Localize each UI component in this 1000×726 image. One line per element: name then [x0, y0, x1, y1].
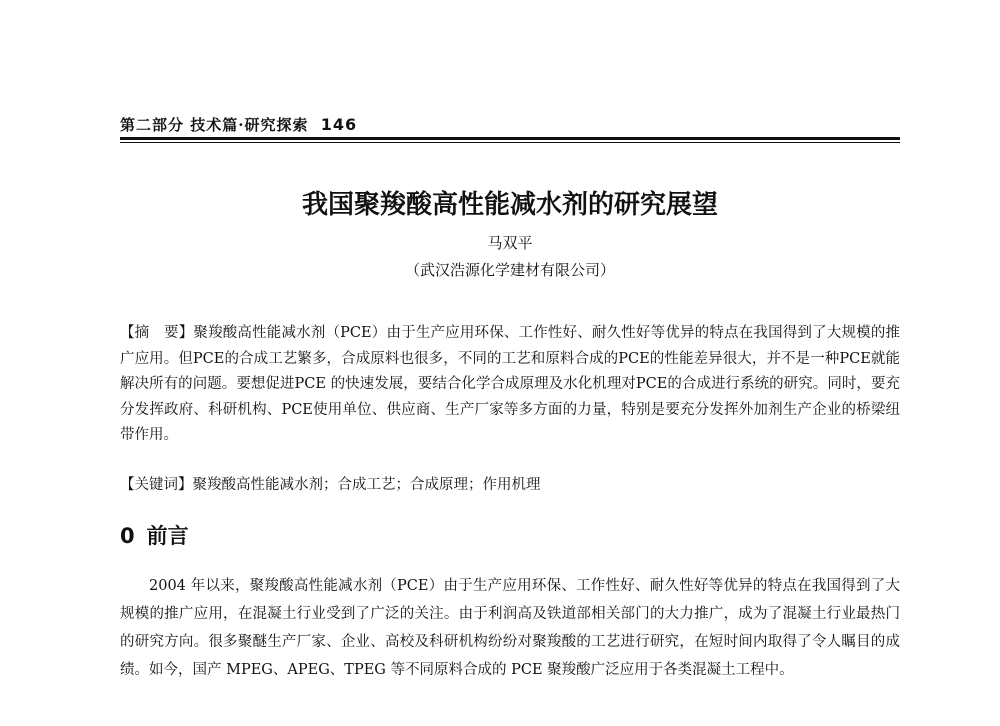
abstract [120, 321, 900, 449]
page-number: 146 [320, 115, 358, 134]
running-head-text: 第二部分 技术篇·研究探索 [120, 116, 309, 134]
keywords [120, 473, 900, 499]
article-title: 我国聚羧酸高性能减水剂的研究展望 [301, 190, 718, 220]
section-title: 前言 [146, 523, 189, 548]
author-affiliation: （武汉浩源化学建材有限公司） [404, 261, 615, 279]
section-number: 0 [120, 524, 135, 548]
abstract-label: 【摘 要】 [120, 325, 194, 341]
header-rule-thin [120, 142, 900, 143]
section-heading [120, 520, 900, 550]
abstract-text: 聚羧酸高性能减水剂（PCE）由于生产应用环保、工作性好、耐久性好等优异的特点在我国得到了大规模的推广应用。但PCE的合成工艺繁多，合成原料也很多，不同的工艺和原料合成的PCE的性能差异很大，并不是一种PCE就能解决所有的问题。要想促进PCE 的快速发展，要结合化学合成原理及水化机理对PCE的合成进行系统的研究。同时，要充分发挥政府、科研机构、PCE使用单位、供应商、生产厂家等多方面的力量，特别是要充分发挥外加剂生产企业的桥梁纽带作用。 [120, 325, 900, 443]
header-rule-thick [120, 137, 900, 140]
keywords-text: 聚羧酸高性能减水剂；合成工艺；合成原理；作用机理 [192, 477, 541, 493]
keywords-label: 【关键词】 [120, 477, 193, 493]
author-name: 马双平 [487, 234, 533, 252]
body-paragraph: 2004 年以来，聚羧酸高性能减水剂（PCE）由于生产应用环保、工作性好、耐久性好等优异的特点在我国得到了大规模的推广应用，在混凝土行业受到了广泛的关注。由于利润高及铁道部相关部门的大力推广，成为了混凝土行业最热门的研究方向。很多聚醚生产厂家、企业、高校及科研机构纷纷对聚羧酸的工艺进行研究，在短时间内取得了令人瞩目的成绩。如今，国产 MPEG、APEG、TPEG 等不同原料合成的 PCE 聚羧酸广泛应用于各类混凝土工程中。 [120, 578, 900, 678]
running-head [120, 114, 900, 135]
